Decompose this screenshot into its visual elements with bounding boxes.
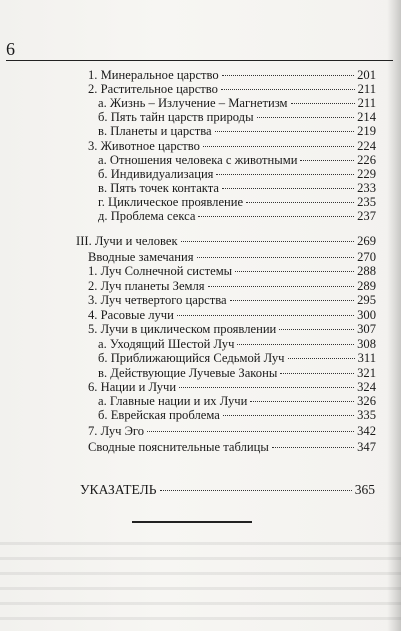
toc-entry — [98, 408, 376, 423]
index-entry — [80, 482, 375, 498]
dot-leader — [279, 329, 354, 330]
toc-entry-label: а. Уходящий Шестой Луч — [98, 337, 235, 351]
toc-entry-page-number: 219 — [357, 124, 376, 138]
header-rule — [6, 60, 393, 61]
toc-entry — [98, 366, 376, 381]
toc-entry-label: 2. Луч планеты Земля — [88, 279, 205, 293]
dot-leader — [177, 315, 354, 316]
footer-rule — [132, 521, 252, 523]
toc-entry-label: 5. Лучи в циклическом проявлении — [88, 322, 277, 336]
toc-entry — [76, 234, 376, 249]
toc-entry-label: III. Лучи и человек — [76, 234, 178, 248]
dot-leader — [250, 401, 354, 402]
toc-entry-page-number: 201 — [357, 68, 376, 82]
dot-leader — [197, 257, 355, 258]
show-through-bleed — [0, 530, 401, 631]
dot-leader — [203, 146, 354, 147]
toc-entry — [98, 195, 376, 210]
dot-leader — [288, 358, 355, 359]
dot-leader — [223, 415, 354, 416]
toc-entry-page-number: 214 — [357, 110, 376, 124]
dot-leader — [147, 431, 354, 432]
toc-entry-label: б. Пять тайн царств природы — [98, 110, 254, 124]
dot-leader — [257, 117, 355, 118]
toc-entry-label: в. Действующие Лучевые Законы — [98, 366, 278, 380]
toc-entry-label: б. Индивидуализация — [98, 167, 214, 181]
toc-entry-page-number: 300 — [357, 308, 376, 322]
toc-entry-label: а. Жизнь – Излучение – Магнетизм — [98, 96, 288, 110]
toc-entry-label: 1. Минеральное царство — [88, 68, 219, 82]
toc-entry — [88, 424, 376, 439]
toc-entry — [88, 308, 376, 323]
toc-entry-page-number: 307 — [357, 322, 376, 336]
dot-leader — [179, 387, 354, 388]
toc-entry-label: д. Проблема секса — [98, 209, 196, 223]
toc-entry — [98, 110, 376, 125]
dot-leader — [181, 241, 355, 242]
toc-entry — [98, 167, 376, 182]
toc-entry — [88, 279, 376, 294]
toc-entry-label: 2. Растительное царство — [88, 82, 218, 96]
toc-entry-page-number: 342 — [357, 424, 376, 438]
toc-entry-label: 1. Луч Солнечной системы — [88, 264, 233, 278]
toc-entry-page-number: 211 — [357, 82, 376, 96]
toc-entry — [98, 394, 376, 409]
toc-entry-page-number: 335 — [357, 408, 376, 422]
toc-entry-page-number: 311 — [357, 351, 376, 365]
dot-leader — [280, 373, 354, 374]
toc-entry-page-number: 270 — [357, 250, 376, 264]
dot-leader — [300, 160, 354, 161]
toc-entry-label: а. Отношения человека с животными — [98, 153, 298, 167]
dot-leader — [215, 131, 354, 132]
dot-leader — [216, 174, 354, 175]
dot-leader — [291, 103, 355, 104]
page-number: 6 — [6, 39, 15, 59]
dot-leader — [221, 89, 355, 90]
toc-entry — [88, 250, 376, 265]
toc-entry-label: 7. Луч Эго — [88, 424, 145, 438]
toc-entry — [98, 181, 376, 196]
toc-entry-page-number: 237 — [357, 209, 376, 223]
toc-entry-page-number: 211 — [357, 96, 376, 110]
dot-leader — [208, 286, 355, 287]
toc-entry — [88, 82, 376, 97]
toc-entry-page-number: 269 — [357, 234, 376, 248]
dot-leader — [222, 188, 354, 189]
toc-entry — [98, 96, 376, 111]
toc-entry-page-number: 295 — [357, 293, 376, 307]
toc-entry-label: 3. Животное царство — [88, 139, 200, 153]
toc-entry — [98, 124, 376, 139]
toc-entry-label: 4. Расовые лучи — [88, 308, 174, 322]
toc-entry-page-number: 326 — [357, 394, 376, 408]
toc-entry — [88, 440, 376, 455]
toc-entry-page-number: 224 — [357, 139, 376, 153]
toc-entry-page-number: 233 — [357, 181, 376, 195]
toc-entry-page-number: 288 — [357, 264, 376, 278]
toc-entry — [88, 68, 376, 83]
dot-leader — [198, 216, 354, 217]
toc-entry-label: Сводные пояснительные таблицы — [88, 440, 269, 454]
toc-entry-page-number: 289 — [357, 279, 376, 293]
dot-leader — [246, 202, 354, 203]
toc-entry-label: б. Еврейская проблема — [98, 408, 220, 422]
toc-entry-page-number: 229 — [357, 167, 376, 181]
toc-entry-label: б. Приближающийся Седьмой Луч — [98, 351, 285, 365]
dot-leader — [160, 490, 352, 491]
index-label: УКАЗАТЕЛЬ — [80, 482, 157, 497]
dot-leader — [272, 447, 354, 448]
toc-entry — [98, 209, 376, 224]
toc-entry-label: а. Главные нации и их Лучи — [98, 394, 248, 408]
dot-leader — [230, 300, 354, 301]
toc-entry-page-number: 308 — [357, 337, 376, 351]
toc-entry — [88, 139, 376, 154]
toc-entry-page-number: 324 — [357, 380, 376, 394]
toc-entry — [88, 380, 376, 395]
toc-entry-page-number: 321 — [357, 366, 376, 380]
toc-entry-label: в. Пять точек контакта — [98, 181, 219, 195]
dot-leader — [235, 271, 354, 272]
toc-entry — [98, 337, 376, 352]
toc-entry — [88, 293, 376, 308]
toc-entry-label: 6. Нации и Лучи — [88, 380, 177, 394]
toc-entry-label: в. Планеты и царства — [98, 124, 212, 138]
toc-entry — [88, 264, 376, 279]
toc-entry-page-number: 235 — [357, 195, 376, 209]
toc-entry — [98, 351, 376, 366]
toc-entry-label: г. Циклическое проявление — [98, 195, 244, 209]
toc-entry-label: 3. Луч четвертого царства — [88, 293, 227, 307]
toc-entry — [98, 153, 376, 168]
toc-entry-page-number: 226 — [357, 153, 376, 167]
toc-entry-label: Вводные замечания — [88, 250, 194, 264]
dot-leader — [222, 75, 354, 76]
dot-leader — [237, 344, 354, 345]
index-page-number: 365 — [354, 482, 375, 497]
toc-entry — [88, 322, 376, 337]
toc-entry-page-number: 347 — [357, 440, 376, 454]
